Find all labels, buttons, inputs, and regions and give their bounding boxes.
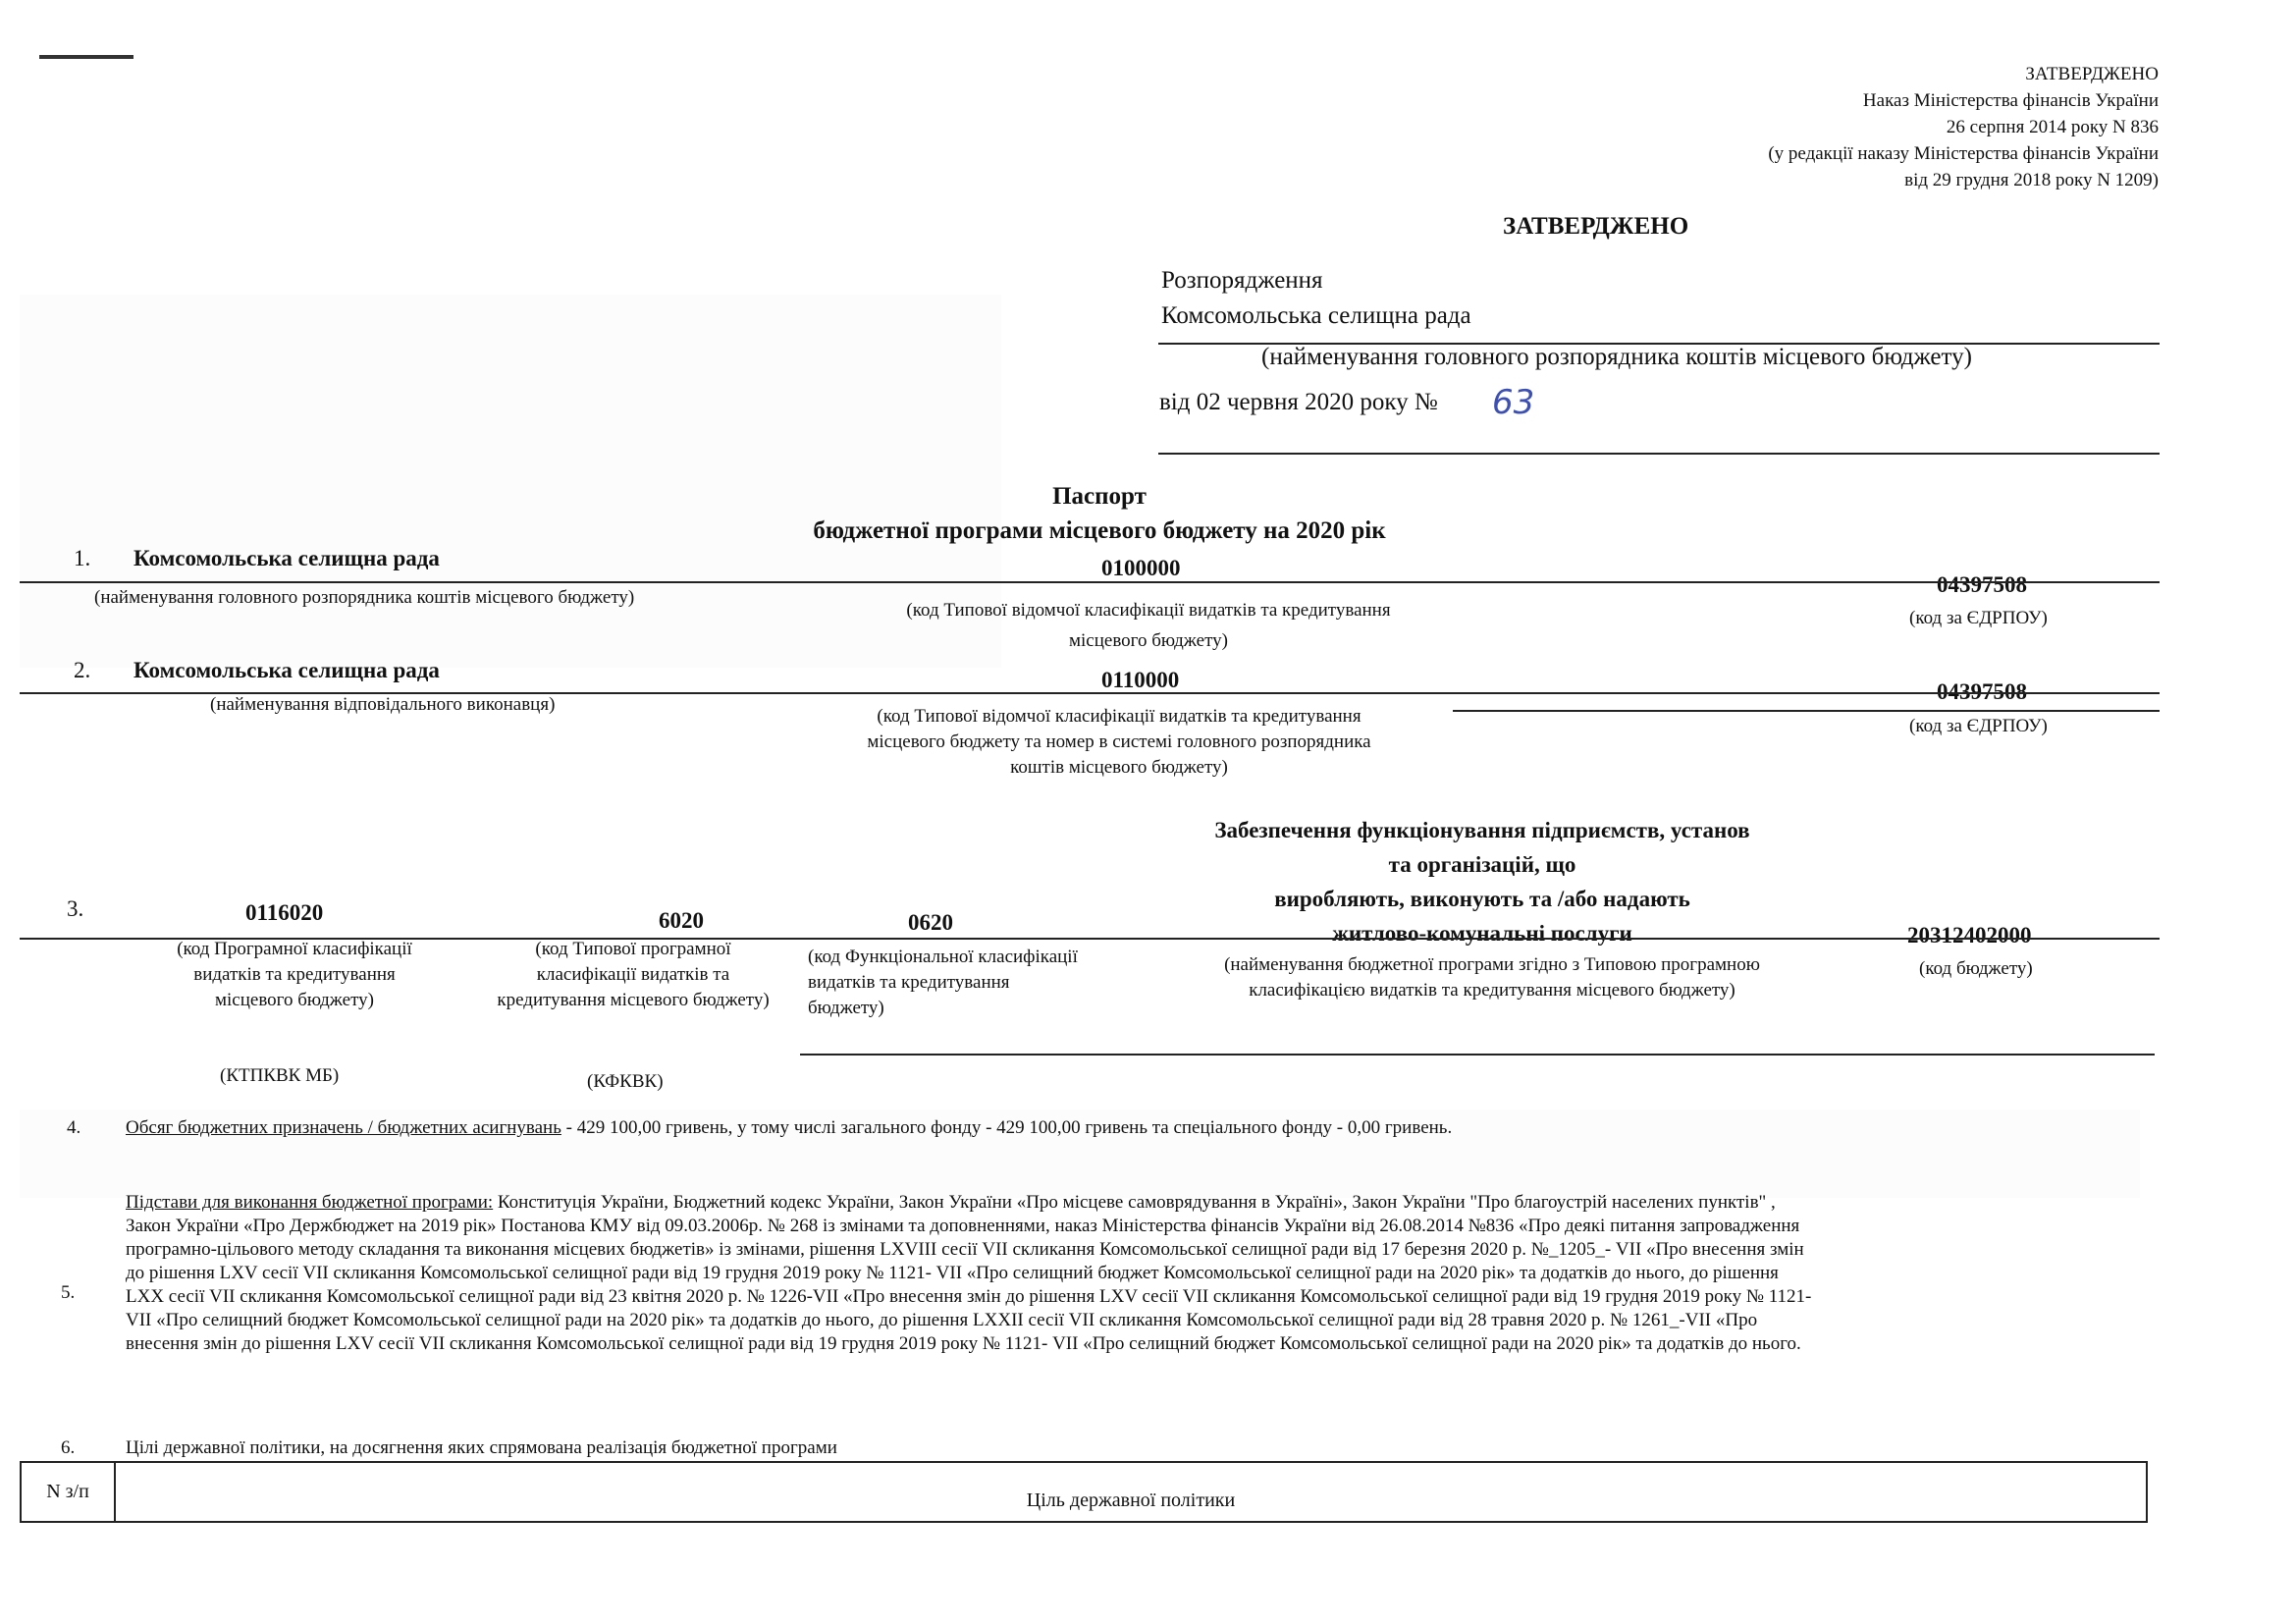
section5-line: LXX сесії VII скликання Комсомольської селищної ради від 23 квітня 2020 р. № 1226-VII «Про внесення змін до рішення LXV сесії VII скликання Комсомольської селищної ради від 19 грудня 2019 року № 1121-	[126, 1286, 1812, 1307]
section2-code: 0110000	[1101, 668, 1180, 692]
approval-doc-type: Розпорядження	[1161, 267, 1323, 294]
section1-number: 1.	[74, 546, 91, 570]
section3-tkvk-caption: (код Типової програмної класифікації видатків та кредитування місцевого бюджету)	[497, 939, 770, 1010]
section3-abbr-underline	[800, 1054, 2155, 1056]
scan-mark	[39, 55, 133, 59]
passport-subtitle: бюджетної програми місцевого бюджету на 2020 рік	[813, 517, 1386, 544]
section1-code-caption: (код Типової відомчої класифікації видатків та кредитування місцевого бюджету)	[906, 600, 1391, 651]
section3-budget-code-caption: (код бюджету)	[1919, 958, 2033, 979]
section5-line: програмно-цільового методу складання та виконання місцевих бюджетів» із змінами, рішення LXVIII сесії VII скликання Комсомольської селищної ради від 17 березня 2020 р. №_1205_- VII «Про внесення змін	[126, 1239, 1804, 1260]
section1-code: 0100000	[1101, 556, 1181, 580]
section3-number: 3.	[67, 896, 84, 921]
section1-edrpou-caption: (код за ЄДРПОУ)	[1909, 608, 2048, 628]
section2-edrpou-caption: (код за ЄДРПОУ)	[1909, 716, 2048, 736]
section5-line: до рішення LXV сесії VII скликання Комсомольської селищної ради від 19 грудня 2019 року № 1121- VII «Про селищний бюджет Комсомольської селищної ради на 2020 рік» та додатків до нього, до рішення	[126, 1263, 1779, 1283]
section1-edrpou: 04397508	[1937, 572, 2027, 597]
section3-fkvk-caption: (код Функціональної класифікації видатків та кредитування бюджету)	[808, 947, 1078, 1018]
section6-text: Цілі державної політики, на досягнення яких спрямована реалізація бюджетної програми	[126, 1437, 837, 1458]
section2-code-caption: (код Типової відомчої класифікації видатків та кредитування місцевого бюджету та номер в системі головного розпорядника коштів місцевого бюджету)	[867, 706, 1371, 778]
section3-program-caption: (найменування бюджетної програми згідно з Типовою програмною класифікацією видатків та кредитування місцевого бюджету)	[1224, 954, 1760, 1001]
goals-col-goal: Ціль державної політики	[115, 1462, 2147, 1522]
approval-number-handwritten: 63	[1492, 383, 1535, 422]
section2-name: Комсомольська селищна рада	[133, 658, 440, 682]
passport-title: Паспорт	[1052, 483, 1147, 510]
section3-abbr-kfkvk: (КФКВК)	[587, 1071, 664, 1092]
approval-top-line: від 29 грудня 2018 року N 1209)	[1904, 170, 2159, 190]
section3-budget-code: 20312402000	[1907, 923, 2032, 947]
goals-col-number: N з/п	[21, 1462, 115, 1522]
section5-line: внесення змін до рішення LXV сесії VII скликання Комсомольської селищної ради від 19 грудня 2019 року № 1121- VII «Про селищний бюджет Комсомольської селищної ради на 2020 рік» та додатків до нього.	[126, 1333, 1801, 1354]
goals-table-header	[21, 1462, 2147, 1522]
approval-top-block	[1768, 61, 2159, 193]
approval-date-underline	[1158, 453, 2160, 455]
section5-number: 5.	[61, 1282, 76, 1303]
approval-top-line: ЗАТВЕРДЖЕНО	[2025, 64, 2159, 84]
approval-org-caption: (найменування головного розпорядника коштів місцевого бюджету)	[1261, 344, 1972, 370]
approval-org: Комсомольська селищна рада	[1161, 302, 1471, 329]
section4-text	[126, 1116, 1452, 1140]
approval-top-line: (у редакції наказу Міністерства фінансів України	[1768, 143, 2159, 164]
section3-program-name: Забезпечення функціонування підприємств, установ та організацій, що виробляють, виконують та /або надають житлово-комунальні послуги	[1214, 818, 1750, 946]
section5-label: Підстави для виконання бюджетної програми:	[126, 1192, 494, 1213]
section3-abbr-kpkvk: (КТПКВК МБ)	[220, 1065, 340, 1086]
section3-kpkvk: 0116020	[245, 900, 324, 925]
section4-body: - 429 100,00 гривень, у тому числі загального фонду - 429 100,00 гривень та спеціального фонду - 0,00 гривень.	[561, 1117, 1453, 1138]
section2-edrpou: 04397508	[1937, 679, 2027, 704]
goals-table	[20, 1461, 2148, 1523]
section4-number: 4.	[67, 1117, 81, 1138]
section1-name-caption: (найменування головного розпорядника коштів місцевого бюджету)	[94, 587, 635, 608]
section5-line: Конституція України, Бюджетний кодекс України, Закон України «Про місцеве самоврядування в Україні», Закон України "Про благоустрій населених пунктів" ,	[493, 1192, 1776, 1213]
section1-name: Комсомольська селищна рада	[133, 546, 440, 570]
section6-number: 6.	[61, 1437, 76, 1458]
section2-name-caption: (найменування відповідального виконавця)	[210, 694, 556, 715]
section2-number: 2.	[74, 658, 91, 682]
section5-line: VII «Про селищний бюджет Комсомольської селищної ради на 2020 рік» та додатків до нього, до рішення LXXII сесії VII скликання Комсомольської селищної ради від 28 травня 2020 р. № 1261_-VII «Про	[126, 1310, 1758, 1330]
section1-underline	[20, 581, 2160, 583]
section4-label: Обсяг бюджетних призначень / бюджетних асигнувань	[126, 1117, 561, 1138]
approval-date: від 02 червня 2020 року №	[1159, 389, 1438, 415]
section3-fkvk: 0620	[908, 910, 953, 935]
section3-tkvk: 6020	[659, 908, 704, 933]
section5-line: Закон України «Про Держбюджет на 2019 рік» Постанова КМУ від 09.03.2006р. № 268 із змінами та доповненнями, наказ Міністерства фінансів України від 26.08.2014 №836 «Про деякі питання запровадження	[126, 1216, 1800, 1236]
section2-edrpou-underline	[1453, 710, 2160, 712]
approval-top-line: Наказ Міністерства фінансів України	[1862, 90, 2159, 111]
section3-kpkvk-caption: (код Програмної класифікації видатків та кредитування місцевого бюджету)	[177, 939, 412, 1010]
section5-text	[126, 1191, 1811, 1356]
approval-top-line: 26 серпня 2014 року N 836	[1946, 117, 2159, 137]
approval-title: ЗАТВЕРДЖЕНО	[1503, 213, 1689, 240]
